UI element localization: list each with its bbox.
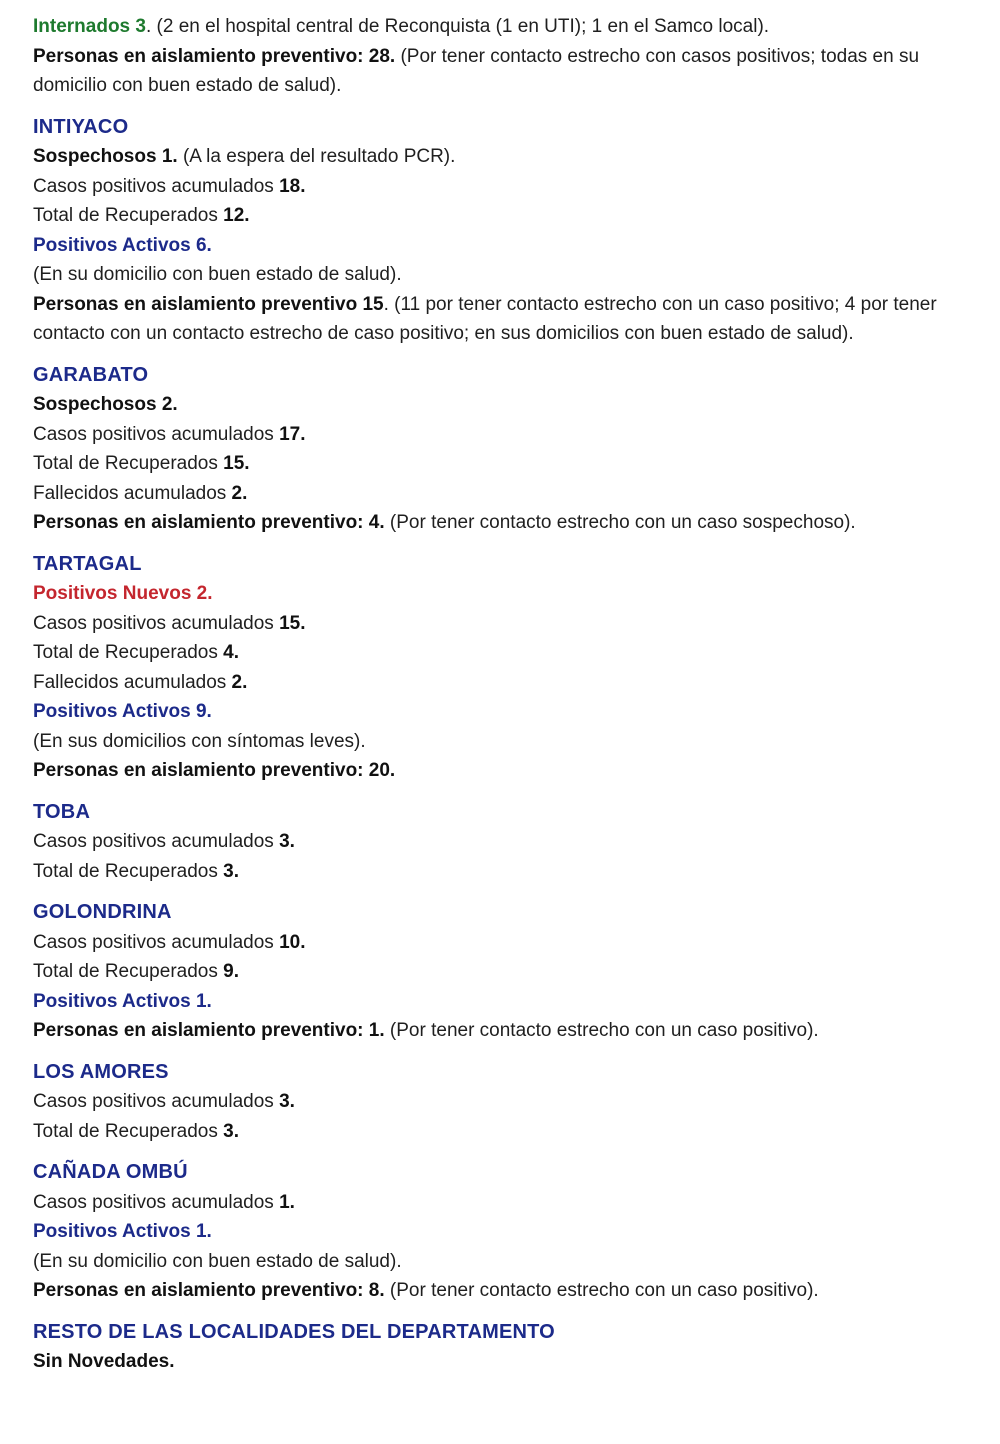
recuperados-line: [33, 201, 983, 231]
casos-value: 1.: [279, 1191, 295, 1213]
section-intiyaco: [33, 113, 983, 349]
section-golondrina: [33, 898, 983, 1046]
aislamiento-line: [33, 290, 983, 349]
recuperados-line: [33, 638, 983, 668]
casos-value: 18.: [279, 175, 306, 197]
section-tartagal: [33, 550, 983, 786]
casos-line: [33, 1188, 983, 1218]
section-toba: [33, 798, 983, 887]
aislamiento-label: Personas en aislamiento preventivo: 4.: [33, 512, 385, 533]
casos-label: Casos positivos acumulados: [33, 175, 280, 197]
casos-value: 3.: [279, 831, 295, 852]
aislamiento-line: [33, 508, 983, 538]
aislamiento-line: [33, 1276, 983, 1306]
aislamiento-line: Personas en aislamiento preventivo: 20.: [33, 760, 396, 781]
section-los-amores: [33, 1058, 983, 1147]
internados-label: Internados 3: [33, 16, 146, 37]
casos-label: Casos positivos acumulados: [33, 831, 280, 852]
casos-line: [33, 1087, 983, 1117]
section-heading: RESTO DE LAS LOCALIDADES DEL DEPARTAMENTO: [33, 1320, 555, 1343]
section-garabato: [33, 361, 983, 538]
fallecidos-value: 2.: [231, 671, 248, 693]
recuperados-value: 4.: [223, 642, 239, 663]
section-heading: INTIYACO: [33, 115, 129, 138]
recuperados-line: [33, 857, 983, 887]
nuevos-line: Positivos Nuevos 2.: [33, 583, 213, 604]
recuperados-label: Total de Recuperados: [33, 642, 224, 663]
fallecidos-value: 2.: [231, 482, 248, 504]
section-heading: CAÑADA OMBÚ: [33, 1161, 188, 1183]
aislamiento-detail: . (11 por tener contacto estrecho con un caso positivo; 4 por tener contacto con un contacto estrecho de caso positivo; en sus domicilios con buen estado de salud).: [33, 293, 937, 344]
recuperados-line: [33, 1117, 983, 1147]
casos-line: [33, 172, 983, 202]
aislamiento-line: [33, 1016, 983, 1046]
casos-value: 10.: [279, 931, 306, 953]
section-heading: GOLONDRINA: [33, 901, 172, 923]
recuperados-value: 15.: [223, 453, 250, 474]
activos-detail: (En su domicilio con buen estado de salud).: [33, 264, 402, 285]
intro-section: [33, 12, 983, 101]
fallecidos-label: Fallecidos acumulados: [33, 671, 232, 693]
activos-line: Positivos Activos 1.: [33, 990, 212, 1012]
section-resto: [33, 1318, 983, 1377]
casos-label: Casos positivos acumulados: [33, 1191, 280, 1213]
casos-line: [33, 827, 983, 857]
aislamiento-label: Personas en aislamiento preventivo: 28.: [33, 45, 396, 67]
internados-detail: (2 en el hospital central de Reconquista (1 en UTI); 1 en el Samco local).: [151, 16, 770, 37]
recuperados-line: [33, 449, 983, 479]
recuperados-label: Total de Recuperados: [33, 961, 224, 982]
aislamiento-detail: (Por tener contacto estrecho con un caso positivo).: [384, 1280, 819, 1301]
casos-label: Casos positivos acumulados: [33, 612, 280, 634]
section-heading: LOS AMORES: [33, 1060, 169, 1083]
aislamiento-detail: (Por tener contacto estrecho con un caso positivo).: [384, 1020, 819, 1041]
fallecidos-line: [33, 479, 983, 509]
activos-detail: (En sus domicilios con síntomas leves).: [33, 730, 366, 752]
recuperados-value: 9.: [223, 961, 239, 982]
casos-line: [33, 420, 983, 450]
casos-label: Casos positivos acumulados: [33, 423, 280, 445]
casos-line: [33, 928, 983, 958]
casos-line: [33, 609, 983, 639]
sospechosos-detail: (A la espera del resultado PCR).: [177, 146, 456, 167]
activos-detail: (En su domicilio con buen estado de salud).: [33, 1250, 402, 1272]
sin-novedades-line: Sin Novedades.: [33, 1351, 175, 1372]
casos-value: 15.: [279, 612, 306, 634]
recuperados-label: Total de Recuperados: [33, 1120, 224, 1142]
recuperados-value: 12.: [223, 205, 250, 226]
aislamiento-label: Personas en aislamiento preventivo: 8.: [33, 1280, 385, 1301]
activos-line: Positivos Activos 1.: [33, 1221, 212, 1242]
activos-line: Positivos Activos 9.: [33, 701, 212, 722]
section-heading: TARTAGAL: [33, 552, 142, 575]
section-heading: TOBA: [33, 800, 91, 823]
aislamiento-label: Personas en aislamiento preventivo 15: [33, 293, 384, 315]
recuperados-value: 3.: [223, 860, 239, 882]
report-document: [33, 12, 983, 1377]
sospechosos-label: Sospechosos 1.: [33, 146, 178, 167]
sospechosos-line: [33, 142, 983, 172]
casos-value: 3.: [279, 1091, 295, 1112]
casos-value: 17.: [279, 423, 306, 445]
recuperados-line: [33, 957, 983, 987]
recuperados-label: Total de Recuperados: [33, 205, 224, 226]
aislamiento-detail: (Por tener contacto estrecho con casos positivos; todas en su domicilio con buen estado de salud).: [33, 45, 920, 96]
recuperados-label: Total de Recuperados: [33, 453, 224, 474]
casos-label: Casos positivos acumulados: [33, 931, 280, 953]
activos-line: Positivos Activos 6.: [33, 234, 212, 256]
fallecidos-line: [33, 668, 983, 698]
aislamiento-line: [33, 42, 983, 101]
section-canada-ombu: [33, 1158, 983, 1306]
sospechosos-line: Sospechosos 2.: [33, 394, 178, 415]
fallecidos-label: Fallecidos acumulados: [33, 482, 232, 504]
recuperados-label: Total de Recuperados: [33, 860, 224, 882]
recuperados-value: 3.: [223, 1120, 239, 1142]
casos-label: Casos positivos acumulados: [33, 1091, 280, 1112]
section-heading: GARABATO: [33, 363, 149, 386]
internados-punct: .: [145, 16, 152, 37]
aislamiento-label: Personas en aislamiento preventivo: 1.: [33, 1020, 385, 1041]
internados-line: [33, 12, 983, 42]
aislamiento-detail: (Por tener contacto estrecho con un caso sospechoso).: [384, 512, 856, 533]
